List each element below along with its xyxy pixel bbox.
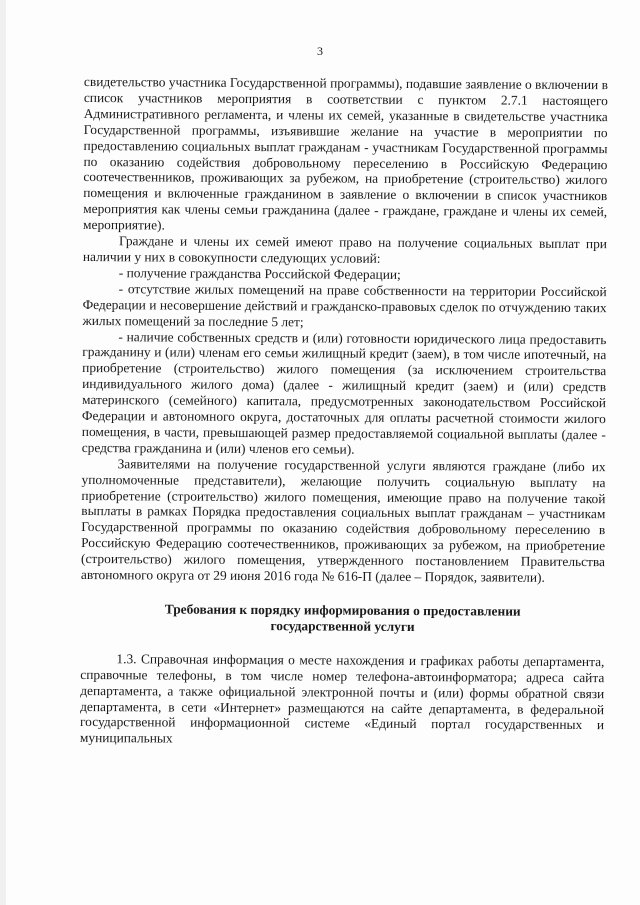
section-heading <box>81 601 605 636</box>
scan-edge <box>0 0 6 905</box>
paragraph-applicants: Заявителями на получение государственной услуги являются граждане (либо их уполномоченные представители), желающие получить социальную выплату на приобретение (строительство) жилого помещения, имеющие право на получение такой выплаты в рамках Порядка предоставления социальных выплат гражданам – участникам Государственной программы по оказанию содействия добровольному переселению в Российскую Федерацию соотечественников, проживающих за рубежом, на приобретение (строительство) жилого помещения, утвержденного постановлением Правительства автономного округа от 29 июня 2016 года № 616-П (далее – Порядок, заявители). <box>80 455 606 585</box>
document-body <box>80 74 608 749</box>
section-heading-line-2: государственной услуги <box>270 618 415 634</box>
page-number: 3 <box>317 44 323 58</box>
paragraph-conditions-intro: Граждане и члены их семей имеют право на получение социальных выплат при наличии у них в совокупности следующих условий: <box>82 233 608 266</box>
list-item-no-housing: - отсутствие жилых помещений на праве собственности на территории Российской Федерации и несовершение действий и гражданско-правовых сделок по отчуждению таких жилых помещений за последние 5 лет; <box>82 280 607 329</box>
paragraph-1-3: 1.3. Справочная информация о месте нахождения и графиках работы департамента, справочные телефоны, в том числе номер телефона-автоинформатора; адреса сайта департамента, а также официальной электронной почты и (или) формы обратной связи департамента, в сети «Интернет» размещаются на сайте департамента, в федеральной государственной информационной системе «Единый портал государственных и муниципальных <box>79 651 605 746</box>
list-item-citizenship: - получение гражданства Российской Федерации; <box>118 265 401 282</box>
list-item-own-funds: - наличие собственных средств и (или) готовности юридического лица предоставить гражданину и (или) членам его семьи жилищный кредит (заем), в том числе ипотечный, на приобретение (строительство) жилого помещения (за исключением строительства индивидуального жилого дома) (далее - жилищный кредит (заем) и (или) средств материнского (семейного) капитала, предусмотренных законодательством Российской Федерации и автономного округа, достаточных для оплаты расчетной стоимости жилого помещения, в части, превышающей размер предоставляемой социальной выплаты (далее - средства гражданина и (или) членов его семьи). <box>81 328 607 457</box>
section-heading-line-1: Требования к порядку информирования о предоставлении <box>164 601 521 619</box>
paragraph-continuation: свидетельство участника Государственной программы), подавшие заявление о включении в список участников мероприятия в соответствии с пунктом 2.7.1 настоящего Административного регламента, и члены их семей, указанные в свидетельстве участника Государственной программы, изъявившие желание на участие в мероприятии по предоставлению социальных выплат гражданам - участникам Государственной программы по оказанию содействия добровольному переселению в Российскую Федерацию соотечественников, проживающих за рубежом, на приобретение (строительство) жилого помещения и включенные гражданином в заявление о включении в список участников мероприятия как члены семьи гражданина (далее - граждане, граждане и члены их семей, мероприятие). <box>83 74 608 233</box>
